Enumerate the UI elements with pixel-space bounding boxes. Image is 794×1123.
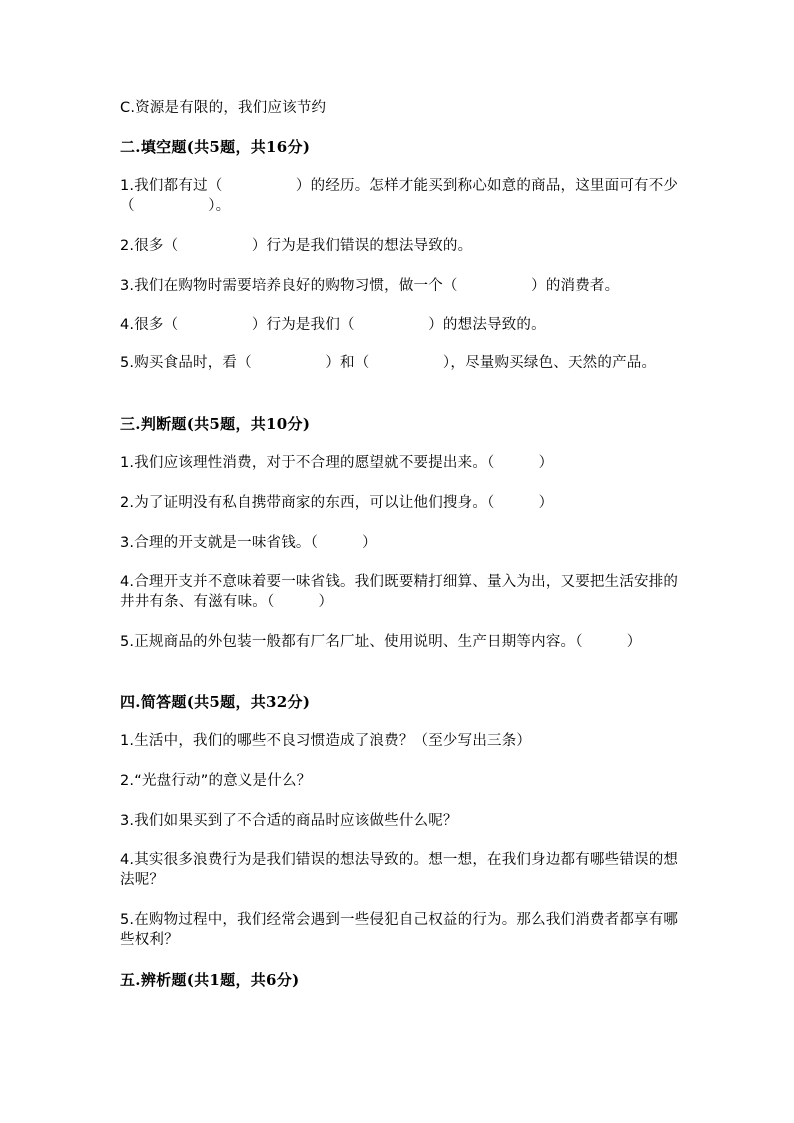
short-answer-question-2: 2.“光盘行动”的意义是什么？ [120,773,312,789]
fill-in-question-3: 3.我们在购物时需要培养良好的购物习惯，做一个（ ）的消费者。 [120,278,620,294]
fill-in-question-2: 2.很多（ ）行为是我们错误的想法导致的。 [120,238,473,254]
fill-in-question-1: 1.我们都有过（ ）的经历。怎样才能买到称心如意的商品，这里面可有不少（ ）。 [120,178,679,214]
fill-in-question-4: 4.很多（ ）行为是我们（ ）的想法导致的。 [120,317,546,333]
section-heading-fill-in: 二.填空题(共5题，共16分) [120,138,311,156]
short-answer-question-1: 1.生活中，我们的哪些不良习惯造成了浪费？（至少写出三条） [120,733,532,749]
true-false-question-3: 3.合理的开支就是一味省钱。（ ） [120,535,377,551]
section-heading-true-false: 三.判断题(共5题，共10分) [120,415,311,433]
short-answer-question-3: 3.我们如果买到了不合适的商品时应该做些什么呢？ [120,813,458,829]
true-false-question-5: 5.正规商品的外包装一般都有厂名厂址、使用说明、生产日期等内容。（ ） [120,634,642,650]
section-heading-analysis: 五.辨析题(共1题，共6分) [120,971,300,989]
option-c-text: C.资源是有限的，我们应该节约 [120,100,327,116]
true-false-question-1: 1.我们应该理性消费，对于不合理的愿望就不要提出来。（ ） [120,455,554,471]
section-heading-short-answer: 四.简答题(共5题，共32分) [120,693,311,711]
short-answer-question-5: 5.在购物过程中，我们经常会遇到一些侵犯自己权益的行为。那么我们消费者都享有哪些权利？ [120,912,679,948]
fill-in-question-5: 5.购买食品时，看（ ）和（ ），尽量购买绿色、天然的产品。 [120,355,657,371]
short-answer-question-4: 4.其实很多浪费行为是我们错误的想法导致的。想一想，在我们身边都有哪些错误的想法呢？ [120,852,679,888]
true-false-question-4: 4.合理开支并不意味着要一味省钱。我们既要精打细算、量入为出，又要把生活安排的井井有条、有滋有味。（ ） [120,574,679,610]
true-false-question-2: 2.为了证明没有私自携带商家的东西，可以让他们搜身。（ ） [120,495,554,511]
